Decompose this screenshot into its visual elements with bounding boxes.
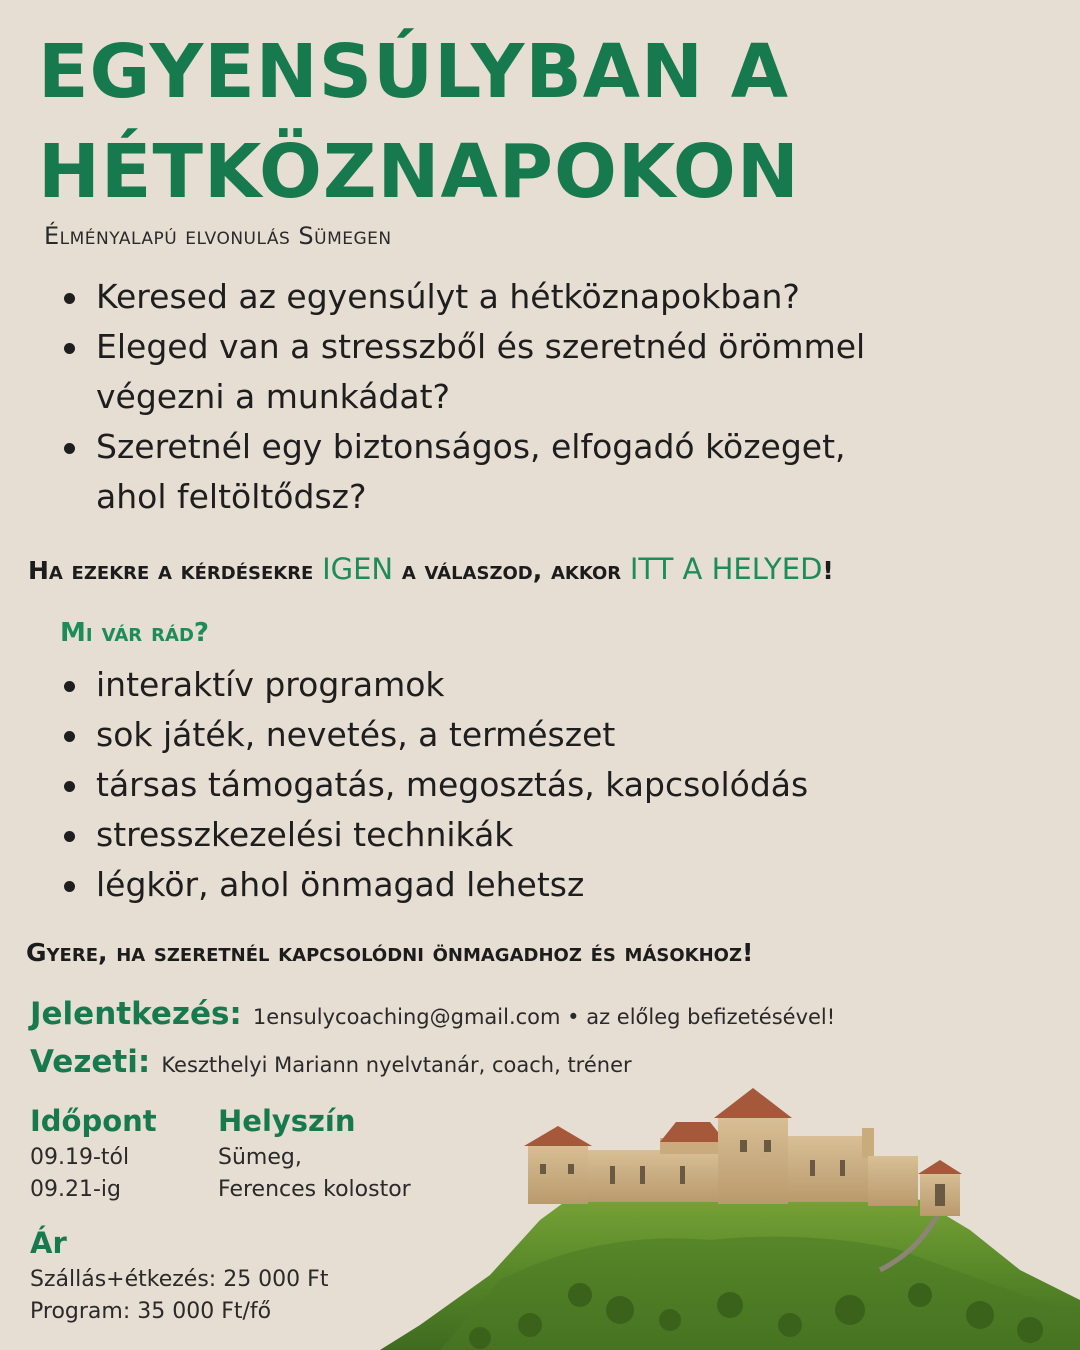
date-block [30,1104,157,1206]
leader-row [30,1044,632,1080]
list-item: stresszkezelési technikák [60,810,1040,860]
price-accommodation: Szállás+étkezés: 25 000 Ft [30,1267,329,1292]
registration-label: Jelentkezés: [30,996,242,1032]
answer-itt-a-helyed: ITT A HELYED [629,552,823,586]
answer-igen: IGEN [322,552,394,586]
page-title [38,22,800,222]
list-item: Szeretnél egy biztonságos, elfogadó közeget, ahol feltöltődsz? [60,422,876,522]
date-to: 09.21-ig [30,1177,121,1202]
location-label: Helyszín [218,1104,356,1138]
call-to-action: Gyere, ha szeretnél kapcsolódni önmagadhoz és másokhoz! [26,938,754,967]
location-block [218,1104,411,1206]
offer-list [60,660,1040,910]
price-program: Program: 35 000 Ft/fő [30,1299,272,1324]
registration-row [30,996,835,1032]
date-label: Időpont [30,1104,157,1138]
answer-part-1: Ha ezekre a kérdésekre [28,556,323,585]
subtitle: Élményalapú elvonulás Sümegen [44,222,392,250]
list-item: Eleged van a stresszből és szeretnéd örömmel végezni a munkádat? [60,322,876,422]
list-item: interaktív programok [60,660,1040,710]
date-from: 09.19-tól [30,1145,130,1170]
location-venue: Ferences kolostor [218,1177,411,1202]
answer-part-3: ! [822,556,834,585]
location-city: Sümeg, [218,1145,302,1170]
registration-value: 1ensulycoaching@gmail.com • az előleg befizetésével! [252,1005,836,1029]
question-list [60,272,1020,522]
leader-label: Vezeti: [30,1044,151,1080]
list-item: Keresed az egyensúlyt a hétköznapokban? [60,272,1020,322]
castle-hill-illustration [380,1080,1080,1350]
price-block [30,1226,328,1328]
answer-statement [28,552,834,586]
title-line-1: EGYENSÚLYBAN A [38,29,789,115]
what-awaits-heading: Mi vár rád? [60,618,209,648]
price-label: Ár [30,1226,67,1260]
leader-value: Keszthelyi Mariann nyelvtanár, coach, tréner [161,1053,632,1077]
list-item: légkör, ahol önmagad lehetsz [60,860,1040,910]
title-line-2: HÉTKÖZNAPOKON [38,129,800,215]
list-item: sok játék, nevetés, a természet [60,710,1040,760]
list-item: társas támogatás, megosztás, kapcsolódás [60,760,1040,810]
answer-part-2: a válaszod, akkor [393,556,630,585]
